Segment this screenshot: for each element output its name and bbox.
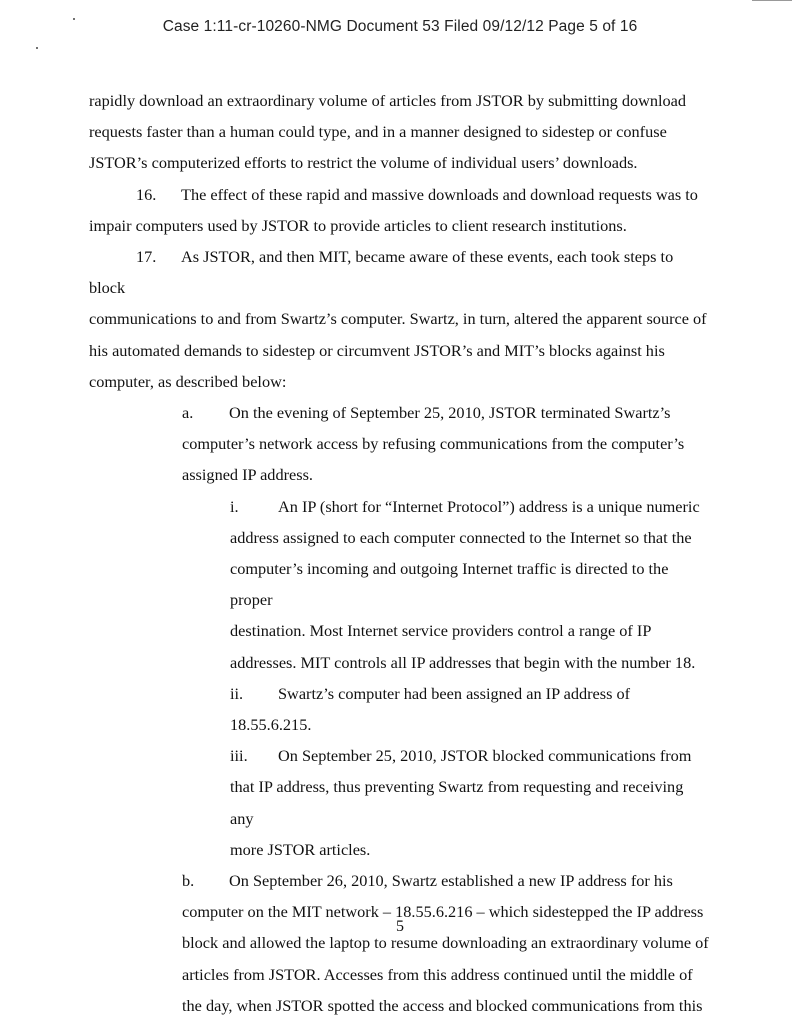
text-line: his automated demands to sidestep or circumvent JSTOR’s and MIT’s blocks against his [89,340,665,360]
text-line: more JSTOR articles. [230,839,371,859]
text-line: address assigned to each computer connected to the Internet so that the [230,527,692,547]
scan-speck [36,47,38,49]
text-line: articles from JSTOR. Accesses from this address continued until the middle of [182,964,693,984]
case-header: Case 1:11-cr-10260-NMG Document 53 Filed 09/12/12 Page 5 of 16 [162,18,638,35]
text-line-content: The effect of these rapid and massive downloads and download requests was to [181,184,698,204]
paragraph-number: 17. [136,247,157,267]
text-line: JSTOR’s computerized efforts to restrict the volume of individual users’ downloads. [89,153,638,173]
text-line-content: Swartz’s computer had been assigned an IP address of 18.55.6.215. [230,683,631,735]
document-body [89,85,709,1021]
paragraph-number: 16. [136,184,157,204]
list-marker: b. [182,871,195,891]
text-line: destination. Most Internet service providers control a range of IP [230,621,652,641]
text-line: computer, as described below: [89,371,287,391]
text-line: addresses. MIT controls all IP addresses that begin with the number 18. [230,652,696,672]
text-line: rapidly download an extraordinary volume of articles from JSTOR by submitting download [89,91,687,110]
paragraph-16 [89,179,709,241]
text-line: computer on the MIT network – 18.55.6.216 – which sidestepped the IP address [182,902,704,922]
text-line [230,678,709,740]
text-line-content: On September 25, 2010, JSTOR blocked communications from [278,746,692,766]
text-line: communications to and from Swartz’s computer. Swartz, in turn, altered the apparent source of [89,309,707,329]
text-line [230,491,709,522]
text-line: requests faster than a human could type, and in a manner designed to sidestep or confuse [89,122,667,142]
text-line-content: An IP (short for “Internet Protocol”) address is a unique numeric [278,496,700,516]
list-marker: iii. [230,746,248,766]
continuation-paragraph [89,85,709,179]
text-line: computer’s incoming and outgoing Internet traffic is directed to the proper [230,559,669,610]
subparagraph-a-iii [230,740,709,865]
text-line [89,241,709,303]
subparagraph-a [182,397,709,491]
text-line: assigned IP address. [182,465,313,485]
text-line: that IP address, thus preventing Swartz from requesting and receiving any [230,777,684,828]
page-number: 5 [396,918,404,935]
text-line: computer’s network access by refusing communications from the computer’s [182,434,685,454]
list-marker: a. [182,403,194,423]
text-line: the day, when JSTOR spotted the access and blocked communications from this [182,995,703,1015]
list-marker: i. [230,496,239,516]
text-line: block and allowed the laptop to resume downloading an extraordinary volume of [182,933,709,953]
text-line [89,179,709,210]
list-marker: ii. [230,683,244,703]
text-line-content: On September 26, 2010, Swartz established a new IP address for his [229,871,673,891]
text-line-content: On the evening of September 25, 2010, JSTOR terminated Swartz’s [229,403,671,423]
text-line [182,865,709,896]
subparagraph-a-i [230,491,709,678]
text-line [230,740,709,771]
subparagraph-b [182,865,709,1021]
subparagraph-a-ii [230,678,709,740]
paragraph-17 [89,241,709,397]
text-line-content: As JSTOR, and then MIT, became aware of these events, each took steps to block [89,247,674,298]
text-line [182,397,709,428]
text-line: impair computers used by JSTOR to provide articles to client research institutions. [89,215,627,235]
scan-edge-mark [752,0,792,3]
